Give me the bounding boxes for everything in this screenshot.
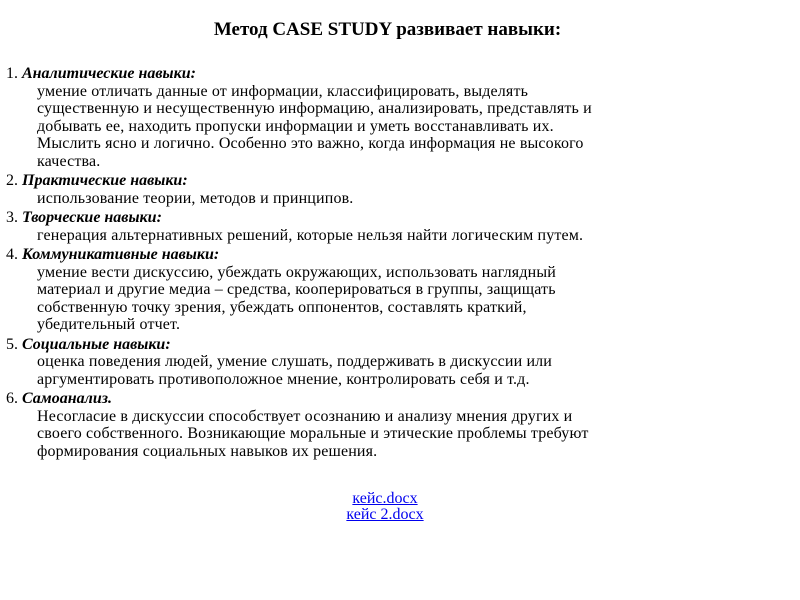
- skill-description-line: Несогласие в дискуссии способствует осознанию и анализу мнения других и: [37, 407, 573, 425]
- skill-heading: [6, 209, 786, 227]
- skill-description-line: аргументировать противоположное мнение, контролировать себя и т.д.: [37, 370, 530, 388]
- skills-list: [6, 65, 786, 462]
- skill-number: 2.: [6, 172, 18, 189]
- skill-item: [6, 390, 786, 460]
- skill-item: [6, 172, 786, 207]
- file-link-row: [0, 507, 770, 523]
- skill-description-line: умение вести дискуссию, убеждать окружающих, использовать наглядный: [37, 263, 556, 281]
- skill-number: 1.: [6, 65, 18, 82]
- skill-description-line: использование теории, методов и принципов.: [37, 189, 354, 207]
- skill-heading-text: Социальные навыки:: [22, 335, 171, 353]
- skill-heading: [6, 172, 786, 190]
- skill-heading-text: Практические навыки:: [22, 172, 188, 189]
- skill-description-line: формирования социальных навыков их решения.: [37, 442, 378, 460]
- skill-description-line: существенную и несущественную информацию, анализировать, представлять и: [37, 100, 592, 117]
- skill-heading: [6, 390, 786, 408]
- skill-number: 4.: [6, 246, 18, 263]
- skill-heading-text: Коммуникативные навыки:: [22, 246, 220, 263]
- skill-item: [6, 209, 786, 244]
- skill-description-line: добывать ее, находить пропуски информации и уметь восстанавливать их.: [37, 117, 554, 135]
- skill-description: [6, 408, 786, 461]
- file-link-row: [0, 491, 770, 507]
- skill-description-line: оценка поведения людей, умение слушать, поддерживать в дискуссии или: [37, 353, 553, 370]
- skill-description: [6, 353, 786, 388]
- skill-item: [6, 65, 786, 170]
- skill-heading-text: Аналитические навыки:: [22, 65, 196, 82]
- skill-description: [6, 264, 786, 334]
- case-docx-link[interactable]: кейс.docx: [352, 490, 418, 507]
- skill-description-line: своего собственного. Возникающие моральные и этические проблемы требуют: [37, 425, 589, 442]
- skill-description: [6, 190, 786, 208]
- skill-heading: [6, 246, 786, 264]
- skill-description-line: генерация альтернативных решений, которые нельзя найти логическим путем.: [37, 226, 584, 244]
- skill-number: 5.: [6, 335, 18, 353]
- file-links: [0, 491, 770, 523]
- skill-description: [6, 83, 786, 171]
- skill-description-line: собственную точку зрения, убеждать оппонентов, составлять краткий,: [37, 298, 527, 316]
- skill-number: 3.: [6, 209, 18, 226]
- skill-heading: [6, 65, 786, 83]
- skill-description: [6, 227, 786, 245]
- skill-description-line: убедительный отчет.: [37, 316, 181, 333]
- page-title: Метод CASE STUDY развивает навыки:: [213, 19, 562, 40]
- skill-heading-text: Творческие навыки:: [22, 209, 162, 226]
- skill-description-line: качества.: [37, 152, 101, 170]
- skill-description-line: Мыслить ясно и логично. Особенно это важно, когда информация не высокого: [37, 135, 584, 152]
- skill-item: [6, 246, 786, 334]
- skill-number: 6.: [6, 390, 18, 407]
- skill-description-line: умение отличать данные от информации, классифицировать, выделять: [37, 82, 529, 100]
- skill-description-line: материал и другие медиа – средства, кооперироваться в группы, защищать: [37, 281, 556, 298]
- skill-item: [6, 336, 786, 389]
- case-2-docx-link[interactable]: кейс 2.docx: [346, 506, 424, 523]
- skill-heading-text: Самоанализ.: [22, 390, 112, 407]
- skill-heading: [6, 336, 786, 354]
